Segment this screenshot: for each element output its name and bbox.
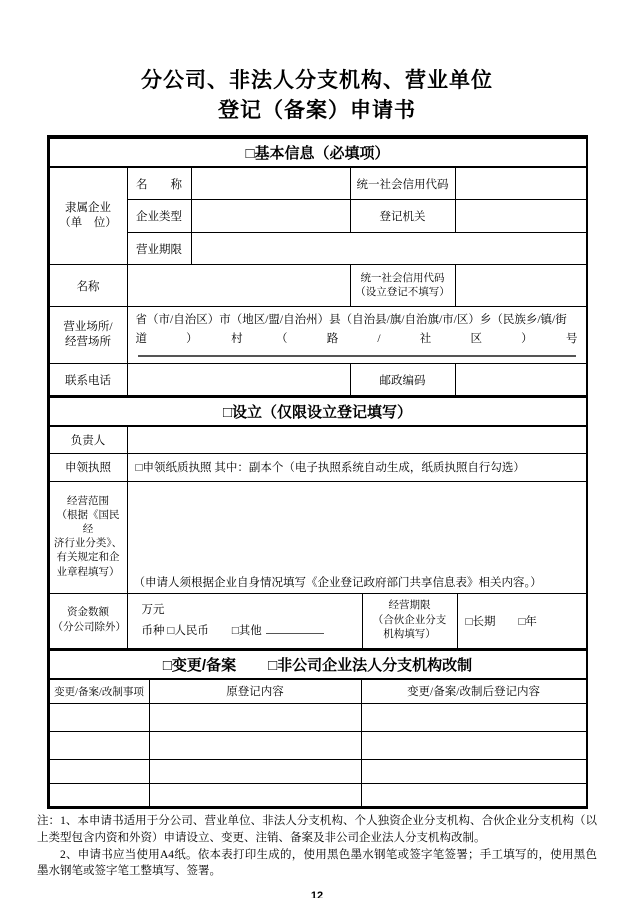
capital-label: 资金数额 （分公司除外）	[49, 593, 127, 648]
license-label: 申领执照	[49, 453, 127, 481]
change-empty-cell	[49, 704, 149, 732]
change-empty-cell	[361, 760, 586, 784]
change-empty-cell	[361, 732, 586, 760]
original-content-col-header: 原登记内容	[149, 679, 361, 704]
change-empty-cell	[361, 784, 586, 807]
business-term-label: 营业期限	[127, 233, 191, 265]
premises-text-line2: 道 ） 村 （ 路 / 社 区 ） 号	[135, 332, 578, 345]
uscc-value-cell	[455, 167, 586, 200]
change-empty-cell	[149, 732, 361, 760]
change-empty-cell	[149, 784, 361, 807]
branch-name-value-cell	[127, 265, 350, 307]
establishment-table	[49, 396, 587, 649]
business-scope-label: 经营范围 （根据《国民经 济行业分类》、 有关规定和企 业章程填写）	[49, 481, 127, 593]
business-scope-note: （申请人须根据企业自身情况填写《企业登记政府部门共享信息表》相关内容。）	[133, 576, 542, 589]
business-term-value-cell	[191, 233, 586, 265]
changed-content-col-header: 变更/备案/改制后登记内容	[361, 679, 586, 704]
premises-fill-line	[138, 350, 576, 357]
footnote-1: 注：1、本申请书适用于分公司、营业单位、非法人分支机构、个人独资企业分支机构、合伙企业分支机构（以上类型包含内资和外资）申请设立、变更、注销、备案及非公司企业法人分支机构改制。	[37, 815, 597, 844]
branch-name-label: 名称	[49, 265, 127, 307]
phone-value-cell	[127, 364, 350, 396]
currency-other-fill-line	[266, 621, 324, 634]
form-title	[0, 0, 634, 127]
registration-authority-value-cell	[455, 200, 586, 233]
postcode-label: 邮政编码	[350, 364, 455, 396]
form-title-line2: 登记（备案）申请书	[218, 99, 416, 123]
capital-value-cell	[127, 593, 362, 648]
change-empty-cell	[49, 732, 149, 760]
premises-text-line1: 省（市/自治区）市（地区/盟/自治州）县（自治县/旗/自治旗/市/区）乡（民族乡/镇/街	[135, 314, 567, 327]
change-item-col-header: 变更/备案/改制事项	[49, 679, 149, 704]
operating-term-label: 经营期限 （合伙企业分支 机构填写）	[362, 593, 457, 648]
parent-enterprise-label: 隶属企业 （单 位）	[49, 167, 127, 265]
change-empty-cell	[149, 704, 361, 732]
capital-unit: 万元	[141, 603, 165, 616]
business-scope-value-cell	[127, 481, 586, 593]
form-table	[47, 135, 588, 809]
currency-options: 币种 □人民币 □其他	[142, 621, 358, 642]
name-label: 名 称	[127, 167, 191, 200]
change-section-header: □变更/备案 □非公司企业法人分支机构改制	[49, 650, 586, 679]
footnotes	[37, 813, 597, 880]
uscc-label: 统一社会信用代码	[350, 167, 455, 200]
phone-label: 联系电话	[49, 364, 127, 396]
premises-label: 营业场所/ 经营场所	[49, 307, 127, 364]
footnote-2: 2、申请书应当使用A4纸。依本表打印生成的，使用黑色墨水钢笔或签字笔签署；手工填写的，使用黑色墨水钢笔或签字笔工整填写、签署。	[37, 848, 597, 878]
postcode-value-cell	[455, 364, 586, 396]
change-empty-cell	[49, 784, 149, 807]
enterprise-type-value-cell	[191, 200, 350, 233]
change-empty-cell	[49, 760, 149, 784]
operating-term-options: □长期 □年	[457, 593, 586, 648]
basic-section-header: □基本信息（必填项）	[49, 138, 586, 167]
principal-label: 负责人	[49, 426, 127, 453]
registration-authority-label: 登记机关	[350, 200, 455, 233]
change-table	[49, 649, 587, 808]
establishment-section-header: □设立（仅限设立登记填写）	[49, 397, 586, 426]
enterprise-type-label: 企业类型	[127, 200, 191, 233]
uscc2-value-cell	[455, 265, 586, 307]
premises-value-cell	[127, 307, 586, 364]
form-title-line1: 分公司、非法人分支机构、营业单位	[141, 69, 493, 92]
license-option-cell: □申领纸质执照 其中：副本个（电子执照系统自动生成，纸质执照自行勾选）	[127, 453, 586, 481]
basic-info-table	[49, 137, 587, 396]
change-empty-cell	[361, 704, 586, 732]
principal-value-cell	[127, 426, 586, 453]
change-empty-cell	[149, 760, 361, 784]
parent-name-value-cell	[191, 167, 350, 200]
page-number: 12	[310, 889, 324, 898]
uscc2-label: 统一社会信用代码 （设立登记不填写）	[350, 265, 455, 307]
